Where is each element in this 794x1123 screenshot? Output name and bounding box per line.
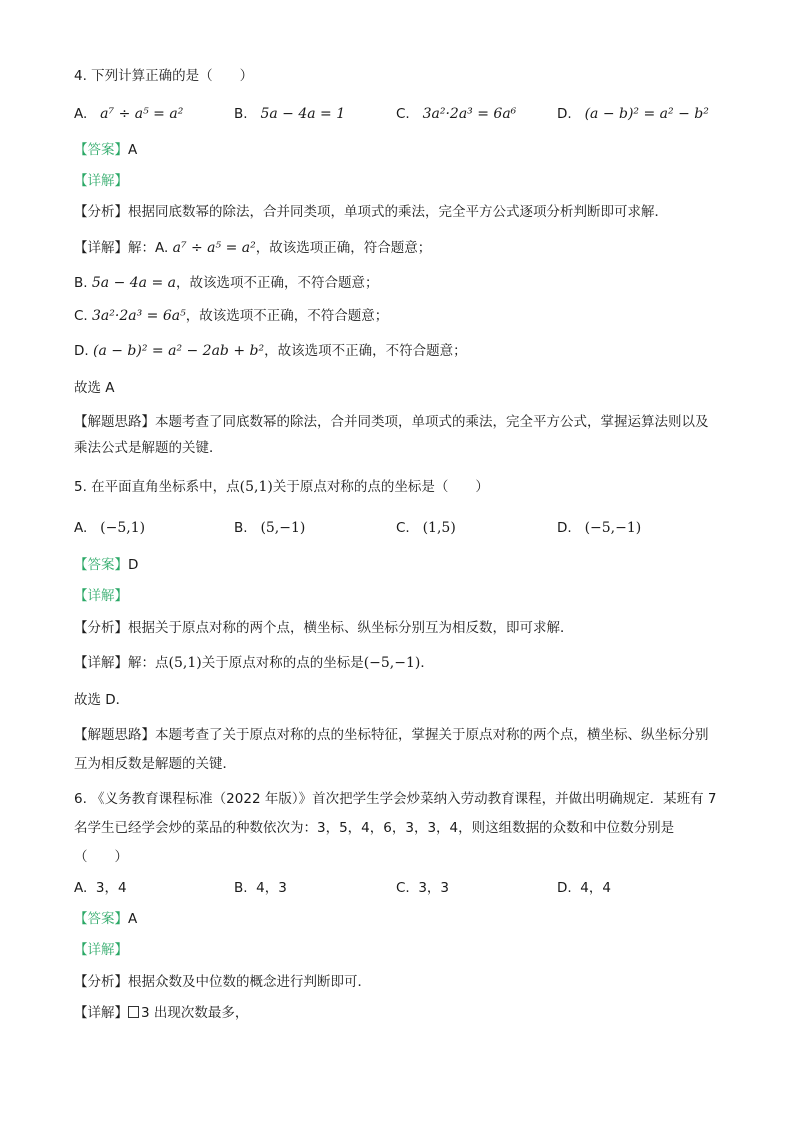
option-expr: (a − b)² = a² − b² xyxy=(584,106,709,122)
option-letter: B. xyxy=(234,106,248,122)
missing-glyph-icon xyxy=(128,1006,139,1018)
q6-analysis-row xyxy=(74,972,720,992)
q4-analysis-row xyxy=(74,202,720,222)
solution-text: ，故该选项不正确，不符合题意； xyxy=(264,343,467,359)
analysis-label: 【分析】 xyxy=(74,204,128,220)
q5-option-b[interactable] xyxy=(234,518,305,538)
idea-text: 本题考查了关于原点对称的点的坐标特征，掌握关于原点对称的两个点，横坐标、纵坐标分别互为相反数是解题的关键． xyxy=(74,727,709,772)
solution-expr: a⁷ ÷ a⁵ = a² xyxy=(172,240,256,256)
answer-label: 【答案】 xyxy=(74,557,128,573)
q5-choose: 故选 D． xyxy=(74,692,130,708)
option-letter: A. xyxy=(74,880,88,896)
option-expr: (−5,1) xyxy=(100,520,146,536)
option-expr: 5a − 4a = 1 xyxy=(260,106,346,122)
solution-prefix: 解：A. xyxy=(128,240,169,256)
solution-expr: 3a²·2a³ = 6a⁵ xyxy=(92,308,186,324)
answer-label: 【答案】 xyxy=(74,142,128,158)
solution-text: 关于原点对称的点的坐标是 xyxy=(201,655,364,671)
option-expr: a⁷ ÷ a⁵ = a² xyxy=(100,106,184,122)
q5-answer-row xyxy=(74,555,720,575)
answer-value: A xyxy=(128,911,138,927)
q4-option-c[interactable] xyxy=(396,104,516,124)
option-expr: 4，4 xyxy=(580,880,611,896)
option-letter: D. xyxy=(557,880,572,896)
analysis-text: 根据同底数幂的除法，合并同类项，单项式的乘法，完全平方公式逐项分析判断即可求解． xyxy=(128,204,668,220)
option-letter: B. xyxy=(234,520,248,536)
detail-label: 【详解】 xyxy=(74,173,128,189)
option-expr: (1,5) xyxy=(422,520,456,536)
solution-label: 【详解】 xyxy=(74,655,128,671)
solution-text: ，故该选项不正确，不符合题意； xyxy=(175,275,379,291)
q6-solution-row xyxy=(74,1003,720,1023)
detail-label: 【详解】 xyxy=(74,942,128,958)
q5-option-d[interactable] xyxy=(557,518,641,538)
q4-solution-c xyxy=(74,306,720,326)
solution-text: 3 出现次数最多， xyxy=(141,1005,249,1021)
solution-text: ，故该选项正确，符合题意； xyxy=(255,240,432,256)
option-letter: A. xyxy=(74,106,88,122)
q4-solution-d xyxy=(74,341,720,361)
q6-detail-row xyxy=(74,940,720,960)
option-letter: D. xyxy=(557,520,572,536)
option-expr: 3a²·2a³ = 6a⁶ xyxy=(422,106,517,122)
solution-expr: (a − b)² = a² − 2ab + b² xyxy=(92,343,265,359)
analysis-label: 【分析】 xyxy=(74,620,128,636)
solution-prefix: C. xyxy=(74,308,88,324)
option-letter: D. xyxy=(557,106,572,122)
stem-point: (5,1) xyxy=(239,479,273,495)
q4-answer-row xyxy=(74,140,720,160)
q6-option-a[interactable] xyxy=(74,878,127,898)
q4-solution-a xyxy=(74,238,720,258)
q6-stem: 6. 《义务教育课程标准（2022 年版）》首次把学生学会炒菜纳入劳动教育课程，并做出明确规定．某班有 7 名学生已经学会炒的菜品的种数依次为：3，5，4，6，3，3，4，则这组数据的众数和中位数分别是（ ） xyxy=(74,791,717,865)
solution-end: ． xyxy=(420,655,434,671)
option-expr: (5,−1) xyxy=(260,520,306,536)
q4-detail-row xyxy=(74,171,720,191)
solution-point: (5,1) xyxy=(168,655,202,671)
solution-label: 【详解】 xyxy=(74,1005,128,1021)
q4-option-b[interactable] xyxy=(234,104,345,124)
q6-answer-row xyxy=(74,909,720,929)
solution-text: 解：点 xyxy=(128,655,169,671)
solution-text: ，故该选项不正确，不符合题意； xyxy=(185,308,389,324)
q4-choose: 故选 A xyxy=(74,380,115,396)
stem-text: 5. 在平面直角坐标系中，点 xyxy=(74,479,240,495)
q6-option-c[interactable] xyxy=(396,878,449,898)
analysis-label: 【分析】 xyxy=(74,974,128,990)
option-letter: C. xyxy=(396,106,410,122)
idea-label: 【解题思路】 xyxy=(74,414,155,430)
option-letter: C. xyxy=(396,880,410,896)
option-expr: 3，3 xyxy=(418,880,449,896)
q6-option-d[interactable] xyxy=(557,878,611,898)
option-letter: A. xyxy=(74,520,88,536)
answer-label: 【答案】 xyxy=(74,911,128,927)
q4-solution-b xyxy=(74,273,720,293)
option-expr: 3，4 xyxy=(95,880,127,896)
q5-option-a[interactable] xyxy=(74,518,145,538)
q5-idea xyxy=(74,721,720,779)
q4-stem: 4. 下列计算正确的是（ ） xyxy=(74,68,254,84)
option-expr: 4，3 xyxy=(256,880,287,896)
q4-option-a[interactable] xyxy=(74,104,183,124)
option-letter: C. xyxy=(396,520,410,536)
answer-value: A xyxy=(128,142,138,158)
detail-label: 【详解】 xyxy=(74,588,128,604)
stem-text: 关于原点对称的点的坐标是（ ） xyxy=(272,479,489,495)
option-expr: (−5,−1) xyxy=(584,520,642,536)
solution-expr: 5a − 4a = a xyxy=(91,275,176,291)
idea-label: 【解题思路】 xyxy=(74,727,155,743)
q4-option-d[interactable] xyxy=(557,104,709,124)
option-letter: B. xyxy=(234,880,248,896)
answer-value: D xyxy=(128,557,139,573)
analysis-text: 根据众数及中位数的概念进行判断即可． xyxy=(128,974,371,990)
q6-option-b[interactable] xyxy=(234,878,287,898)
q5-stem xyxy=(74,477,720,497)
solution-prefix: D. xyxy=(74,343,89,359)
solution-result: (−5,−1) xyxy=(363,655,421,671)
solution-prefix: B. xyxy=(74,275,88,291)
q5-detail-row xyxy=(74,586,720,606)
q5-solution-row xyxy=(74,653,720,673)
q5-analysis-row xyxy=(74,618,720,638)
q5-option-c[interactable] xyxy=(396,518,456,538)
analysis-text: 根据关于原点对称的两个点，横坐标、纵坐标分别互为相反数，即可求解． xyxy=(128,620,574,636)
solution-label: 【详解】 xyxy=(74,240,128,256)
idea-text: 本题考查了同底数幂的除法，合并同类项，单项式的乘法，完全平方公式，掌握运算法则以及乘法公式是解题的关键． xyxy=(74,414,709,456)
q4-idea xyxy=(74,409,720,461)
